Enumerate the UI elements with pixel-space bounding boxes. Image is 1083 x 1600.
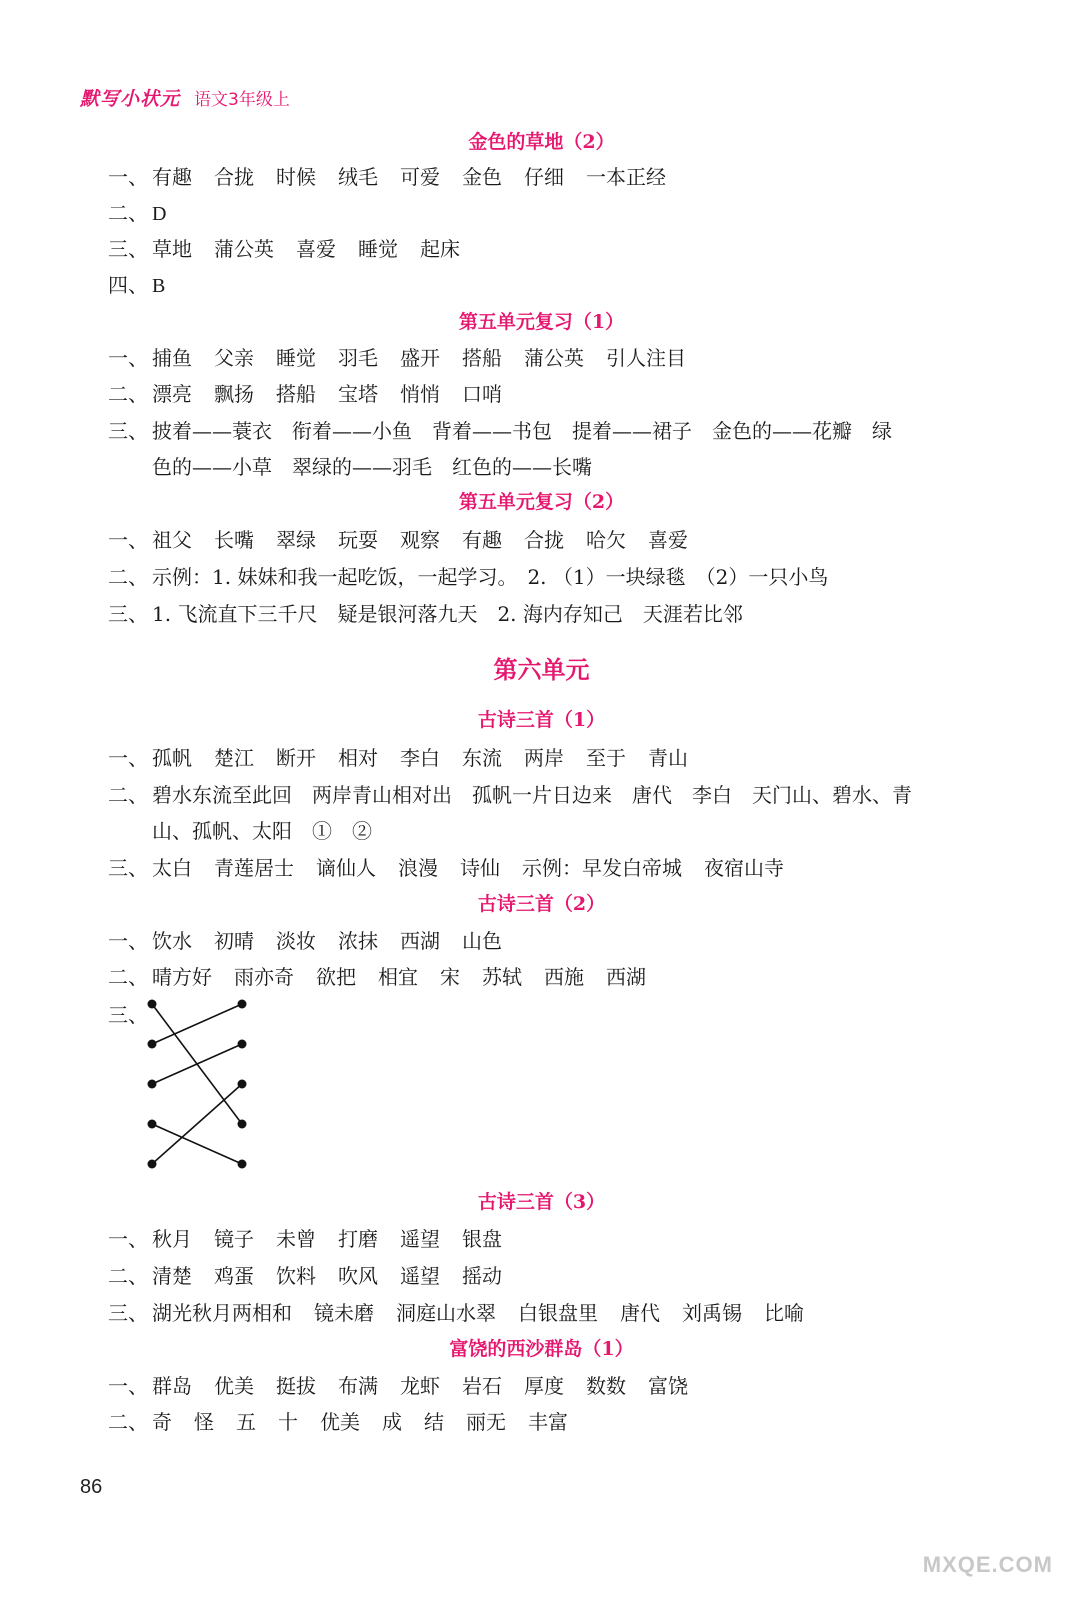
match-dot-left <box>148 1000 157 1009</box>
answer-word: 宋 <box>440 965 460 989</box>
answer-continuation: 色的——小草 翠绿的——羽毛 红色的——长嘴 <box>152 455 592 479</box>
row-label: 二、 <box>108 965 148 989</box>
answer-word: 示例：早发白帝城 <box>522 856 682 880</box>
answer-word: 清楚 <box>152 1264 192 1288</box>
answer-continuation: 山、孤帆、太阳 ① ② <box>152 819 372 843</box>
answer-word: 长嘴 <box>214 528 254 552</box>
answer-word: 秋月 <box>152 1227 192 1251</box>
answer-word: 群岛 <box>152 1374 192 1398</box>
match-dot-right <box>238 1040 247 1049</box>
answer-row <box>108 269 165 298</box>
row-label: 一、 <box>108 1374 148 1398</box>
answer-word: 比喻 <box>764 1301 804 1325</box>
match-dot-right <box>238 1120 247 1129</box>
answer-word: 山色 <box>462 929 502 953</box>
answer-word: 初晴 <box>214 929 254 953</box>
answer-row <box>108 1370 688 1399</box>
answer-word: 哈欠 <box>586 528 626 552</box>
row-label: 一、 <box>108 346 148 370</box>
answer-word: 吹风 <box>338 1264 378 1288</box>
answer-word: 祖父 <box>152 528 192 552</box>
answer-word: 有趣 <box>462 528 502 552</box>
answer-word: 草地 <box>152 237 192 261</box>
answer-word: 合拢 <box>214 165 254 189</box>
answer-row <box>108 961 646 990</box>
answer-row <box>108 342 686 371</box>
answer-word: 五 <box>236 1410 256 1434</box>
match-dot-right <box>238 1160 247 1169</box>
answer-word: 龙虾 <box>400 1374 440 1398</box>
row-label: 二、 <box>108 783 148 807</box>
row-label: 三、 <box>108 856 148 880</box>
answer-word: 时候 <box>276 165 316 189</box>
answer-word: 优美 <box>214 1374 254 1398</box>
match-dot-left <box>148 1120 157 1129</box>
answer-word: 蒲公英 <box>214 237 274 261</box>
answer-word: 悄悄 <box>400 382 440 406</box>
answer-word: 玩耍 <box>338 528 378 552</box>
row-label: 一、 <box>108 1227 148 1251</box>
answer-row <box>108 524 688 553</box>
answer-word: 富饶 <box>648 1374 688 1398</box>
answer-word: 丰富 <box>528 1410 568 1434</box>
answer-word: 打磨 <box>338 1227 378 1251</box>
row-label: 二、 <box>108 565 148 589</box>
row-label: 三、 <box>108 419 148 443</box>
match-dot-left <box>148 1080 157 1089</box>
answer-word: 谪仙人 <box>316 856 376 880</box>
unit-title: 第六单元 <box>493 655 590 684</box>
answer-word: 可爱 <box>400 165 440 189</box>
answer-word: 金色 <box>462 165 502 189</box>
answer-word: 洞庭山水翠 <box>396 1301 496 1325</box>
subject-label: 语文3年级上 <box>194 90 290 110</box>
answer-word: 银盘 <box>462 1227 502 1251</box>
answer-row <box>108 779 912 808</box>
answer-word: 摇动 <box>462 1264 502 1288</box>
answer-text: 示例：1. 妹妹和我一起吃饭，一起学习。 2. （1）一块绿毯 （2）一只小鸟 <box>152 565 829 589</box>
answer-word: 青山 <box>648 746 688 770</box>
brand-title: 默写小状元 <box>80 88 181 110</box>
answer-word: 相宜 <box>378 965 418 989</box>
matching-lines-diagram <box>140 994 260 1174</box>
answer-row <box>108 415 892 444</box>
answer-word: 未曾 <box>276 1227 316 1251</box>
answer-word: 引人注目 <box>606 346 686 370</box>
section-title: 金色的草地（2） <box>468 131 615 153</box>
answer-word: 刘禹锡 <box>682 1301 742 1325</box>
answer-word: 仔细 <box>524 165 564 189</box>
answer-word: 镜子 <box>214 1227 254 1251</box>
answer-word: 结 <box>424 1410 444 1434</box>
answer-row <box>108 561 828 590</box>
answer-text: 1. 飞流直下三千尺 疑是银河落九天 2. 海内存知己 天涯若比邻 <box>152 602 743 626</box>
answer-word: 苏轼 <box>482 965 522 989</box>
answer-word: 西施 <box>544 965 584 989</box>
answer-word: 孤帆 <box>152 746 192 770</box>
match-dot-left <box>148 1160 157 1169</box>
answer-word: 蒲公英 <box>524 346 584 370</box>
row-label: 二、 <box>108 1264 148 1288</box>
answer-word: 诗仙 <box>460 856 500 880</box>
answer-word: 翠绿 <box>276 528 316 552</box>
answer-word: 厚度 <box>524 1374 564 1398</box>
answer-word: 口哨 <box>462 382 502 406</box>
answer-word: 淡妆 <box>276 929 316 953</box>
answer-word: 东流 <box>462 746 502 770</box>
answer-row <box>108 1223 502 1252</box>
match-dot-left <box>148 1040 157 1049</box>
section-title: 第五单元复习（1） <box>458 311 625 333</box>
answer-row <box>108 161 666 190</box>
answer-word: 楚江 <box>214 746 254 770</box>
answer-word: 有趣 <box>152 165 192 189</box>
answer-word: 夜宿山寺 <box>704 856 784 880</box>
answer-row <box>108 1406 568 1435</box>
answer-word: 一本正经 <box>586 165 666 189</box>
answer-word: 数数 <box>586 1374 626 1398</box>
answer-word: 飘扬 <box>214 382 254 406</box>
answer-word: 遥望 <box>400 1227 440 1251</box>
answer-word: 布满 <box>338 1374 378 1398</box>
answer-word: 青莲居士 <box>214 856 294 880</box>
row-label: 二、 <box>108 1410 148 1434</box>
answer-word: 饮水 <box>152 929 192 953</box>
section-title: 富饶的西沙群岛（1） <box>449 1338 634 1360</box>
match-dot-right <box>238 1000 247 1009</box>
answer-row <box>108 852 784 881</box>
answer-text: B <box>152 275 166 297</box>
answer-word: 父亲 <box>214 346 254 370</box>
answer-word: 挺拔 <box>276 1374 316 1398</box>
answer-word: 十 <box>278 1410 298 1434</box>
page-number: 86 <box>80 1476 103 1498</box>
answer-word: 绒毛 <box>338 165 378 189</box>
answer-row <box>108 598 743 627</box>
row-label: 一、 <box>108 746 148 770</box>
answer-word: 浓抹 <box>338 929 378 953</box>
answer-word: 喜爱 <box>648 528 688 552</box>
answer-row <box>108 1297 804 1326</box>
answer-word: 丽无 <box>466 1410 506 1434</box>
answer-word: 漂亮 <box>152 382 192 406</box>
answer-word: 起床 <box>420 237 460 261</box>
page-header <box>80 84 290 114</box>
row-label: 四、 <box>108 273 148 297</box>
match-line <box>152 1004 242 1044</box>
answer-word: 睡觉 <box>358 237 398 261</box>
answer-text: D <box>152 203 167 225</box>
answer-word: 欲把 <box>316 965 356 989</box>
answer-word: 怪 <box>194 1410 214 1434</box>
row-label: 一、 <box>108 528 148 552</box>
answer-word: 盛开 <box>400 346 440 370</box>
answer-word: 镜未磨 <box>314 1301 374 1325</box>
answer-word: 合拢 <box>524 528 564 552</box>
answer-word: 西湖 <box>606 965 646 989</box>
answer-word: 雨亦奇 <box>234 965 294 989</box>
answer-word: 宝塔 <box>338 382 378 406</box>
row-label: 二、 <box>108 382 148 406</box>
answer-text: 披着——蓑衣 衔着——小鱼 背着——书包 提着——裙子 金色的——花瓣 绿 <box>152 419 892 443</box>
answer-word: 成 <box>382 1410 402 1434</box>
section-title: 古诗三首（2） <box>477 893 606 915</box>
answer-word: 断开 <box>276 746 316 770</box>
answer-word: 遥望 <box>400 1264 440 1288</box>
answer-word: 岩石 <box>462 1374 502 1398</box>
answer-row <box>108 742 688 771</box>
row-label: 二、 <box>108 201 148 225</box>
answer-row <box>108 233 460 262</box>
answer-word: 太白 <box>152 856 192 880</box>
answer-word: 西湖 <box>400 929 440 953</box>
answer-word: 唐代 <box>620 1301 660 1325</box>
answer-word: 湖光秋月两相和 <box>152 1301 292 1325</box>
row-label: 三、 <box>108 237 148 261</box>
match-line <box>152 1124 242 1164</box>
row-label: 三、 <box>108 602 148 626</box>
answer-word: 羽毛 <box>338 346 378 370</box>
section-title: 第五单元复习（2） <box>458 491 625 513</box>
answer-word: 至于 <box>586 746 626 770</box>
section-title: 古诗三首（3） <box>477 1191 606 1213</box>
row-label: 三、 <box>108 1003 148 1027</box>
answer-row <box>108 197 166 226</box>
answer-word: 浪漫 <box>398 856 438 880</box>
answer-word: 搭船 <box>462 346 502 370</box>
answer-row <box>108 378 502 407</box>
section-title: 古诗三首（1） <box>477 709 606 731</box>
answer-word: 喜爱 <box>296 237 336 261</box>
row-label: 一、 <box>108 165 148 189</box>
answer-word: 奇 <box>152 1410 172 1434</box>
answer-word: 相对 <box>338 746 378 770</box>
match-line <box>152 1044 242 1084</box>
answer-word: 晴方好 <box>152 965 212 989</box>
answer-row <box>108 925 502 954</box>
answer-word: 李白 <box>400 746 440 770</box>
answer-text: 碧水东流至此回 两岸青山相对出 孤帆一片日边来 唐代 李白 天门山、碧水、青 <box>152 783 912 807</box>
answer-word: 捕鱼 <box>152 346 192 370</box>
answer-row <box>108 1260 502 1289</box>
answer-word: 优美 <box>320 1410 360 1434</box>
answer-word: 搭船 <box>276 382 316 406</box>
answer-word: 饮料 <box>276 1264 316 1288</box>
answer-word: 白银盘里 <box>518 1301 598 1325</box>
answer-word: 两岸 <box>524 746 564 770</box>
answer-word: 睡觉 <box>276 346 316 370</box>
match-dot-right <box>238 1080 247 1089</box>
answer-word: 鸡蛋 <box>214 1264 254 1288</box>
watermark: MXQE.COM <box>922 1552 1053 1577</box>
match-line <box>152 1084 242 1164</box>
row-label: 一、 <box>108 929 148 953</box>
answer-word: 观察 <box>400 528 440 552</box>
row-label: 三、 <box>108 1301 148 1325</box>
